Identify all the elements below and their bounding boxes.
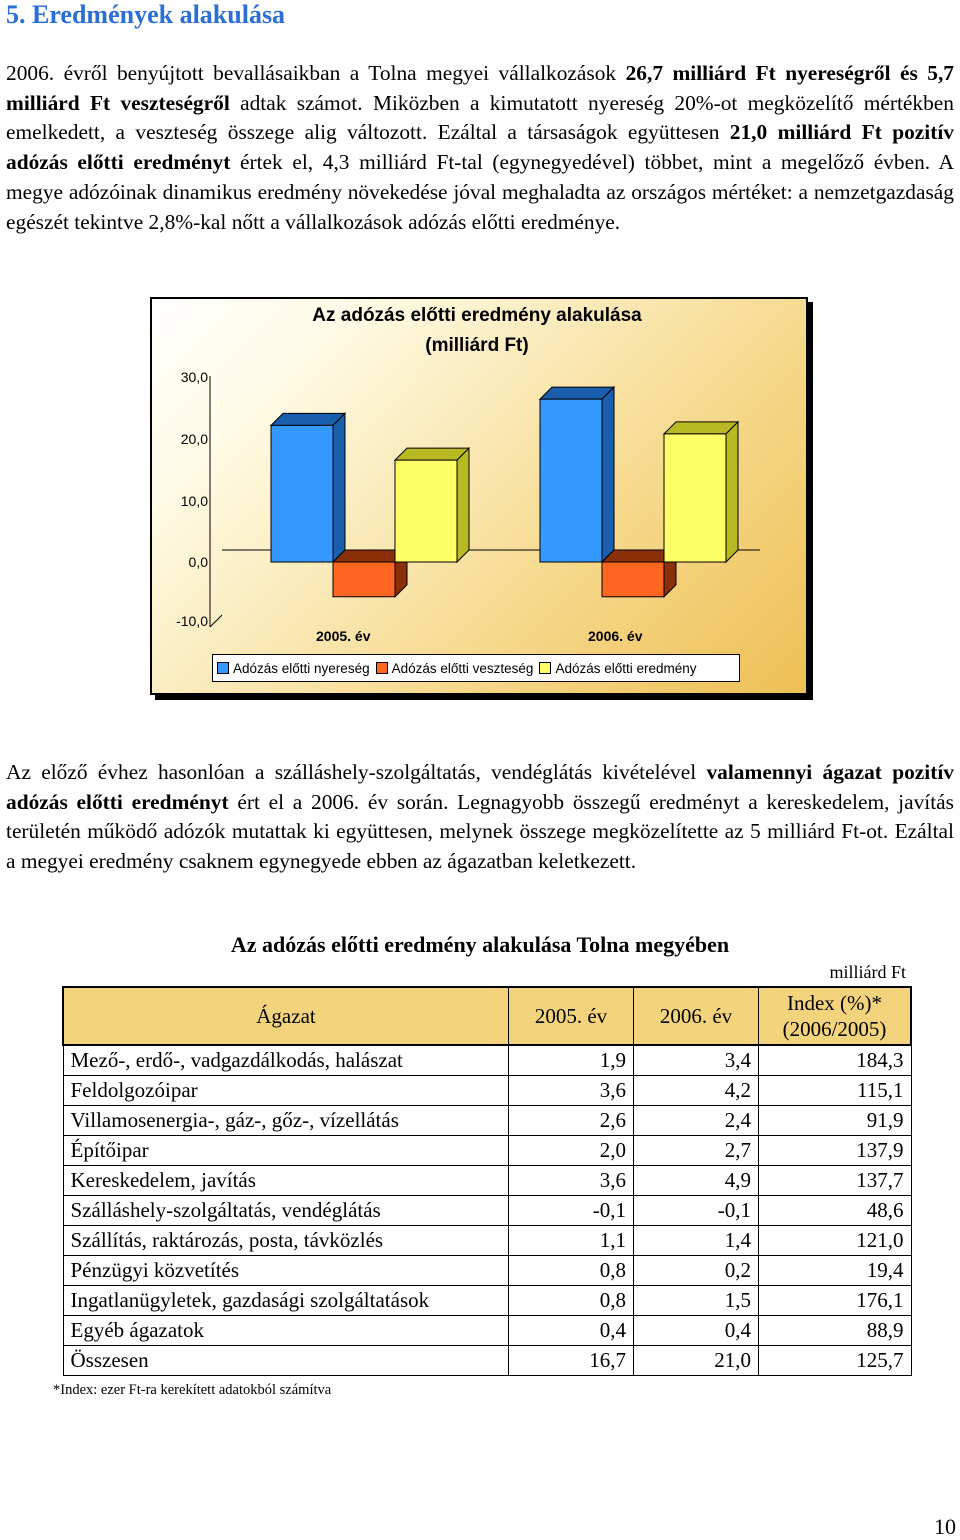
header-2005: 2005. év: [509, 987, 634, 1045]
cell-index: 176,1: [759, 1286, 912, 1316]
intro-paragraph: [6, 59, 954, 237]
cell-index: 19,4: [759, 1256, 912, 1286]
x-category-label: 2005. év: [316, 628, 371, 644]
cell-2005: 1,9: [509, 1045, 634, 1076]
chart-legend: [212, 654, 740, 682]
table-row: [63, 1226, 911, 1256]
legend-swatch: [217, 662, 229, 674]
bar-chart: [150, 297, 810, 697]
x-category-label: 2006. év: [588, 628, 643, 644]
legend-swatch: [376, 662, 388, 674]
y-tick-label: 30,0: [180, 369, 208, 385]
chart-subtitle: (milliárd Ft): [425, 335, 529, 356]
y-tick-label: 0,0: [188, 554, 208, 570]
table-row: [63, 1256, 911, 1286]
table-row: [63, 1286, 911, 1316]
cell-index: 121,0: [759, 1226, 912, 1256]
bar-result: [664, 422, 738, 562]
cell-sector: Pénzügyi közvetítés: [63, 1256, 509, 1286]
cell-2006: 3,4: [634, 1045, 759, 1076]
p1-bold-2: 21,0 milliárd Ft pozitív adózás előtti eredményt: [6, 120, 954, 175]
table-body: [63, 1045, 911, 1376]
header-2006: 2006. év: [634, 987, 759, 1045]
cell-sector: Szállítás, raktározás, posta, távközlés: [63, 1226, 509, 1256]
cell-index: 88,9: [759, 1316, 912, 1346]
cell-2006: 1,4: [634, 1226, 759, 1256]
p2-text-1: Az előző évhez hasonlóan a szálláshely-szolgáltatás, vendéglátás kivételével: [6, 760, 707, 784]
cell-sector: Mező-, erdő-, vadgazdálkodás, halászat: [63, 1045, 509, 1076]
cell-index: 184,3: [759, 1045, 912, 1076]
table-row: [63, 1166, 911, 1196]
p2-bold-1: valamennyi ágazat pozitív adózás előtti eredményt: [6, 760, 954, 814]
legend-item: [539, 661, 696, 676]
cell-2006: 2,7: [634, 1136, 759, 1166]
sector-paragraph: [6, 758, 954, 877]
cell-sector: Villamosenergia-, gáz-, gőz-, vízellátás: [63, 1106, 509, 1136]
p1-text-2: adtak számot. Miközben a kimutatott nyereség 20%-ot megközelítő mértékben emelkedett, a veszteség összege alig változott. Ezáltal a társaságok együttesen: [6, 90, 954, 145]
cell-index: 125,7: [759, 1346, 912, 1376]
table-row: [63, 1346, 911, 1376]
cell-2005: -0,1: [509, 1196, 634, 1226]
cell-2006: 2,4: [634, 1106, 759, 1136]
p1-bold-1: 26,7 milliárd Ft nyereségről és 5,7 milliárd Ft veszteségről: [6, 61, 954, 115]
header-index-line1: Index (%)*: [786, 991, 883, 1015]
p2-text-2: ért el a 2006. év során. Legnagyobb összegű eredményt a kereskedelem, javítás területén működő adózók mutattak ki együttesen, melynek összege megközelítette az 5 milliárd Ft-ot. Ezáltal a megyei eredmény csaknem egynegyede ebben az ágazatban keletkezett.: [6, 789, 954, 874]
legend-label: Adózás előtti veszteség: [391, 660, 534, 676]
cell-2006: 0,2: [634, 1256, 759, 1286]
cell-2005: 1,1: [509, 1226, 634, 1256]
header-sector: Ágazat: [63, 987, 509, 1045]
axis-depth-line: [210, 615, 222, 627]
table-footnote: *Index: ezer Ft-ra kerekített adatokból számítva: [53, 1382, 332, 1398]
cell-sector: Feldolgozóipar: [63, 1076, 509, 1106]
p1-text-1: 2006. évről benyújtott bevallásaikban a Tolna megyei vállalkozások: [6, 61, 626, 85]
table-row: [63, 1136, 911, 1166]
cell-2006: 4,9: [634, 1166, 759, 1196]
cell-2005: 2,6: [509, 1106, 634, 1136]
table-row: [63, 1196, 911, 1226]
cell-sector: Kereskedelem, javítás: [63, 1166, 509, 1196]
cell-sector: Ingatlanügyletek, gazdasági szolgáltatások: [63, 1286, 509, 1316]
cell-sector: Összesen: [63, 1346, 509, 1376]
bar-profit: [271, 413, 345, 562]
legend-item: [217, 661, 370, 676]
y-tick-label: 20,0: [180, 431, 208, 447]
table-title: Az adózás előtti eredmény alakulása Tolna megyében: [230, 932, 730, 957]
table-row: [63, 1076, 911, 1106]
header-index: [759, 987, 912, 1045]
cell-2006: 0,4: [634, 1316, 759, 1346]
y-tick-label: -10,0: [176, 613, 208, 629]
cell-2005: 0,4: [509, 1316, 634, 1346]
table-row: [63, 1045, 911, 1076]
cell-2006: 1,5: [634, 1286, 759, 1316]
cell-index: 137,9: [759, 1136, 912, 1166]
results-table: [62, 986, 912, 1376]
cell-sector: Építőipar: [63, 1136, 509, 1166]
table-header-row: [63, 987, 911, 1045]
legend-item: [376, 661, 534, 676]
cell-sector: Szálláshely-szolgáltatás, vendéglátás: [63, 1196, 509, 1226]
cell-2005: 2,0: [509, 1136, 634, 1166]
cell-sector: Egyéb ágazatok: [63, 1316, 509, 1346]
bar-profit: [540, 387, 614, 562]
cell-index: 91,9: [759, 1106, 912, 1136]
cell-2006: 21,0: [634, 1346, 759, 1376]
header-index-line2: (2006/2005): [782, 1017, 887, 1041]
table-row: [63, 1316, 911, 1346]
cell-index: 48,6: [759, 1196, 912, 1226]
bar-result: [395, 448, 469, 562]
cell-2006: -0,1: [634, 1196, 759, 1226]
table-row: [63, 1106, 911, 1136]
legend-swatch: [539, 662, 551, 674]
cell-index: 137,7: [759, 1166, 912, 1196]
legend-label: Adózás előtti nyereség: [233, 660, 370, 676]
cell-2005: 0,8: [509, 1286, 634, 1316]
legend-label: Adózás előtti eredmény: [555, 660, 697, 676]
y-tick-label: 10,0: [180, 493, 208, 509]
cell-2006: 4,2: [634, 1076, 759, 1106]
cell-2005: 16,7: [509, 1346, 634, 1376]
cell-index: 115,1: [759, 1076, 912, 1106]
table-unit: milliárd Ft: [829, 962, 906, 982]
page-number: 10: [934, 1514, 956, 1539]
p1-text-3: értek el, 4,3 milliárd Ft-tal (egynegyedével) többet, mint a megelőző évben. A megye adózóinak dinamikus eredmény növekedése jóval meghaladta az országos mértéket: a nemzetgazdaság egészét tekintve 2,8%-kal nőtt a vállalkozások adózás előtti eredménye.: [6, 150, 954, 234]
section-heading: 5. Eredmények alakulása: [6, 0, 286, 29]
chart-title: Az adózás előtti eredmény alakulása: [312, 305, 642, 326]
cell-2005: 0,8: [509, 1256, 634, 1286]
cell-2005: 3,6: [509, 1166, 634, 1196]
cell-2005: 3,6: [509, 1076, 634, 1106]
